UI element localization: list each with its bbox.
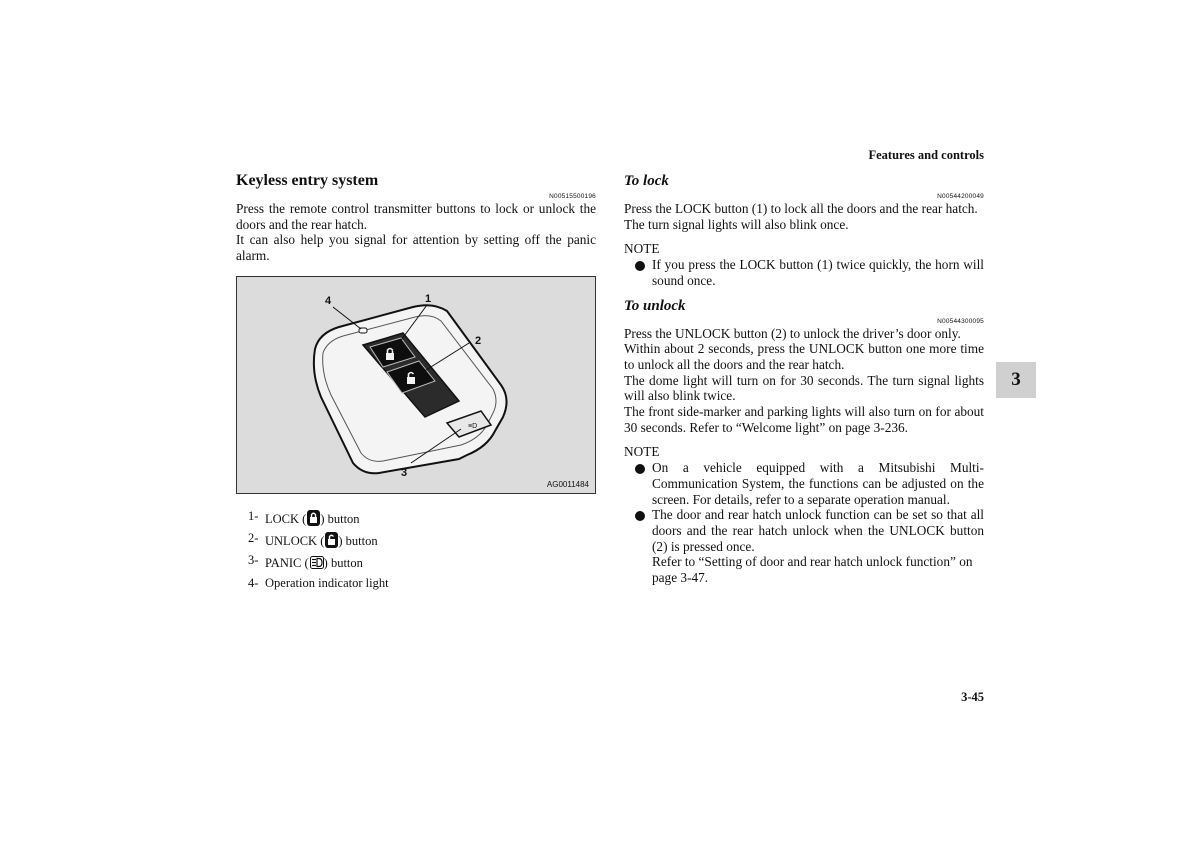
legend-item-panic <box>248 552 588 574</box>
note-item: On a vehicle equipped with a Mitsubishi Multi-Communication System, the functions can be adjusted on the screen. For details, refer to a separate operation manual. <box>624 460 984 507</box>
note-reference: Refer to “Setting of door and rear hatch unlock function” on page 3-47. <box>652 554 973 586</box>
remote-transmitter-figure <box>236 276 596 494</box>
callout-2: 2 <box>475 335 482 347</box>
legend-number: 1- <box>248 509 259 523</box>
legend-number: 2- <box>248 531 259 545</box>
svg-text:≡D: ≡D <box>468 423 478 430</box>
legend-text: LOCK ( <box>265 512 307 526</box>
to-unlock-note-label: NOTE <box>624 444 660 460</box>
bullet-icon <box>635 261 645 271</box>
lock-icon <box>307 510 320 526</box>
to-unlock-paragraph-1: Press the UNLOCK button (2) to unlock the driver’s door only. <box>624 325 961 341</box>
callout-1: 1 <box>425 293 432 305</box>
to-unlock-paragraph-3: The dome light will turn on for 30 seconds. The turn signal lights will also blink twice. <box>624 372 984 404</box>
to-lock-code: N00544200049 <box>937 193 984 200</box>
right-column <box>624 170 984 586</box>
to-lock-note-label: NOTE <box>624 241 660 257</box>
legend-item-indicator <box>248 574 588 592</box>
callout-4: 4 <box>325 295 332 307</box>
intro-paragraph-1: Press the remote control transmitter buttons to lock or unlock the doors and the rear hatch. <box>236 201 596 232</box>
legend-text: UNLOCK ( <box>265 534 325 548</box>
note-item: The door and rear hatch unlock function can be set so that all doors and the rear hatch unlock when the UNLOCK button (2) is pressed once. <box>624 507 984 554</box>
legend-text-after: ) button <box>338 534 378 548</box>
figure-code: AG0011484 <box>546 480 589 489</box>
to-lock-paragraph-2: The turn signal lights will also blink once. <box>624 216 849 232</box>
to-lock-paragraph-1: Press the LOCK button (1) to lock all the doors and the rear hatch. <box>624 201 978 216</box>
figure-legend <box>248 508 588 592</box>
left-column <box>236 170 596 264</box>
to-unlock-code: N00544300095 <box>937 317 984 325</box>
legend-text: Operation indicator light <box>265 576 389 590</box>
page-number: 3-45 <box>961 690 984 704</box>
legend-item-unlock <box>248 530 588 552</box>
section-heading: Keyless entry system <box>236 172 379 189</box>
callout-3: 3 <box>401 467 408 479</box>
unlock-icon <box>325 532 338 548</box>
bullet-icon <box>635 464 645 474</box>
bullet-icon <box>635 511 645 521</box>
intro-paragraph-2: It can also help you signal for attention by setting off the panic alarm. <box>236 232 596 264</box>
legend-item-lock <box>248 508 588 530</box>
legend-text: PANIC ( <box>265 556 309 570</box>
panic-icon <box>310 556 324 569</box>
to-lock-heading: To lock <box>624 173 669 189</box>
to-unlock-heading: To unlock <box>624 297 686 314</box>
chapter-tab: 3 <box>996 362 1036 398</box>
legend-text-after: ) button <box>323 556 363 570</box>
section-code: N00515500196 <box>549 193 596 200</box>
to-lock-notes <box>624 257 984 288</box>
legend-number: 4- <box>248 576 259 590</box>
to-unlock-paragraph-4: The front side-marker and parking lights will also turn on for about 30 seconds. Refer to “Welcome light” on page 3-236. <box>624 404 984 435</box>
legend-text-after: ) button <box>320 512 360 526</box>
to-unlock-paragraph-2: Within about 2 seconds, press the UNLOCK button one more time to unlock all the doors and the rear hatch. <box>624 341 984 372</box>
legend-number: 3- <box>248 553 259 567</box>
remote-transmitter-illustration <box>237 277 595 493</box>
note-item: If you press the LOCK button (1) twice quickly, the horn will sound once. <box>624 257 984 288</box>
to-unlock-notes <box>624 460 984 586</box>
running-header: Features and controls <box>868 148 984 162</box>
